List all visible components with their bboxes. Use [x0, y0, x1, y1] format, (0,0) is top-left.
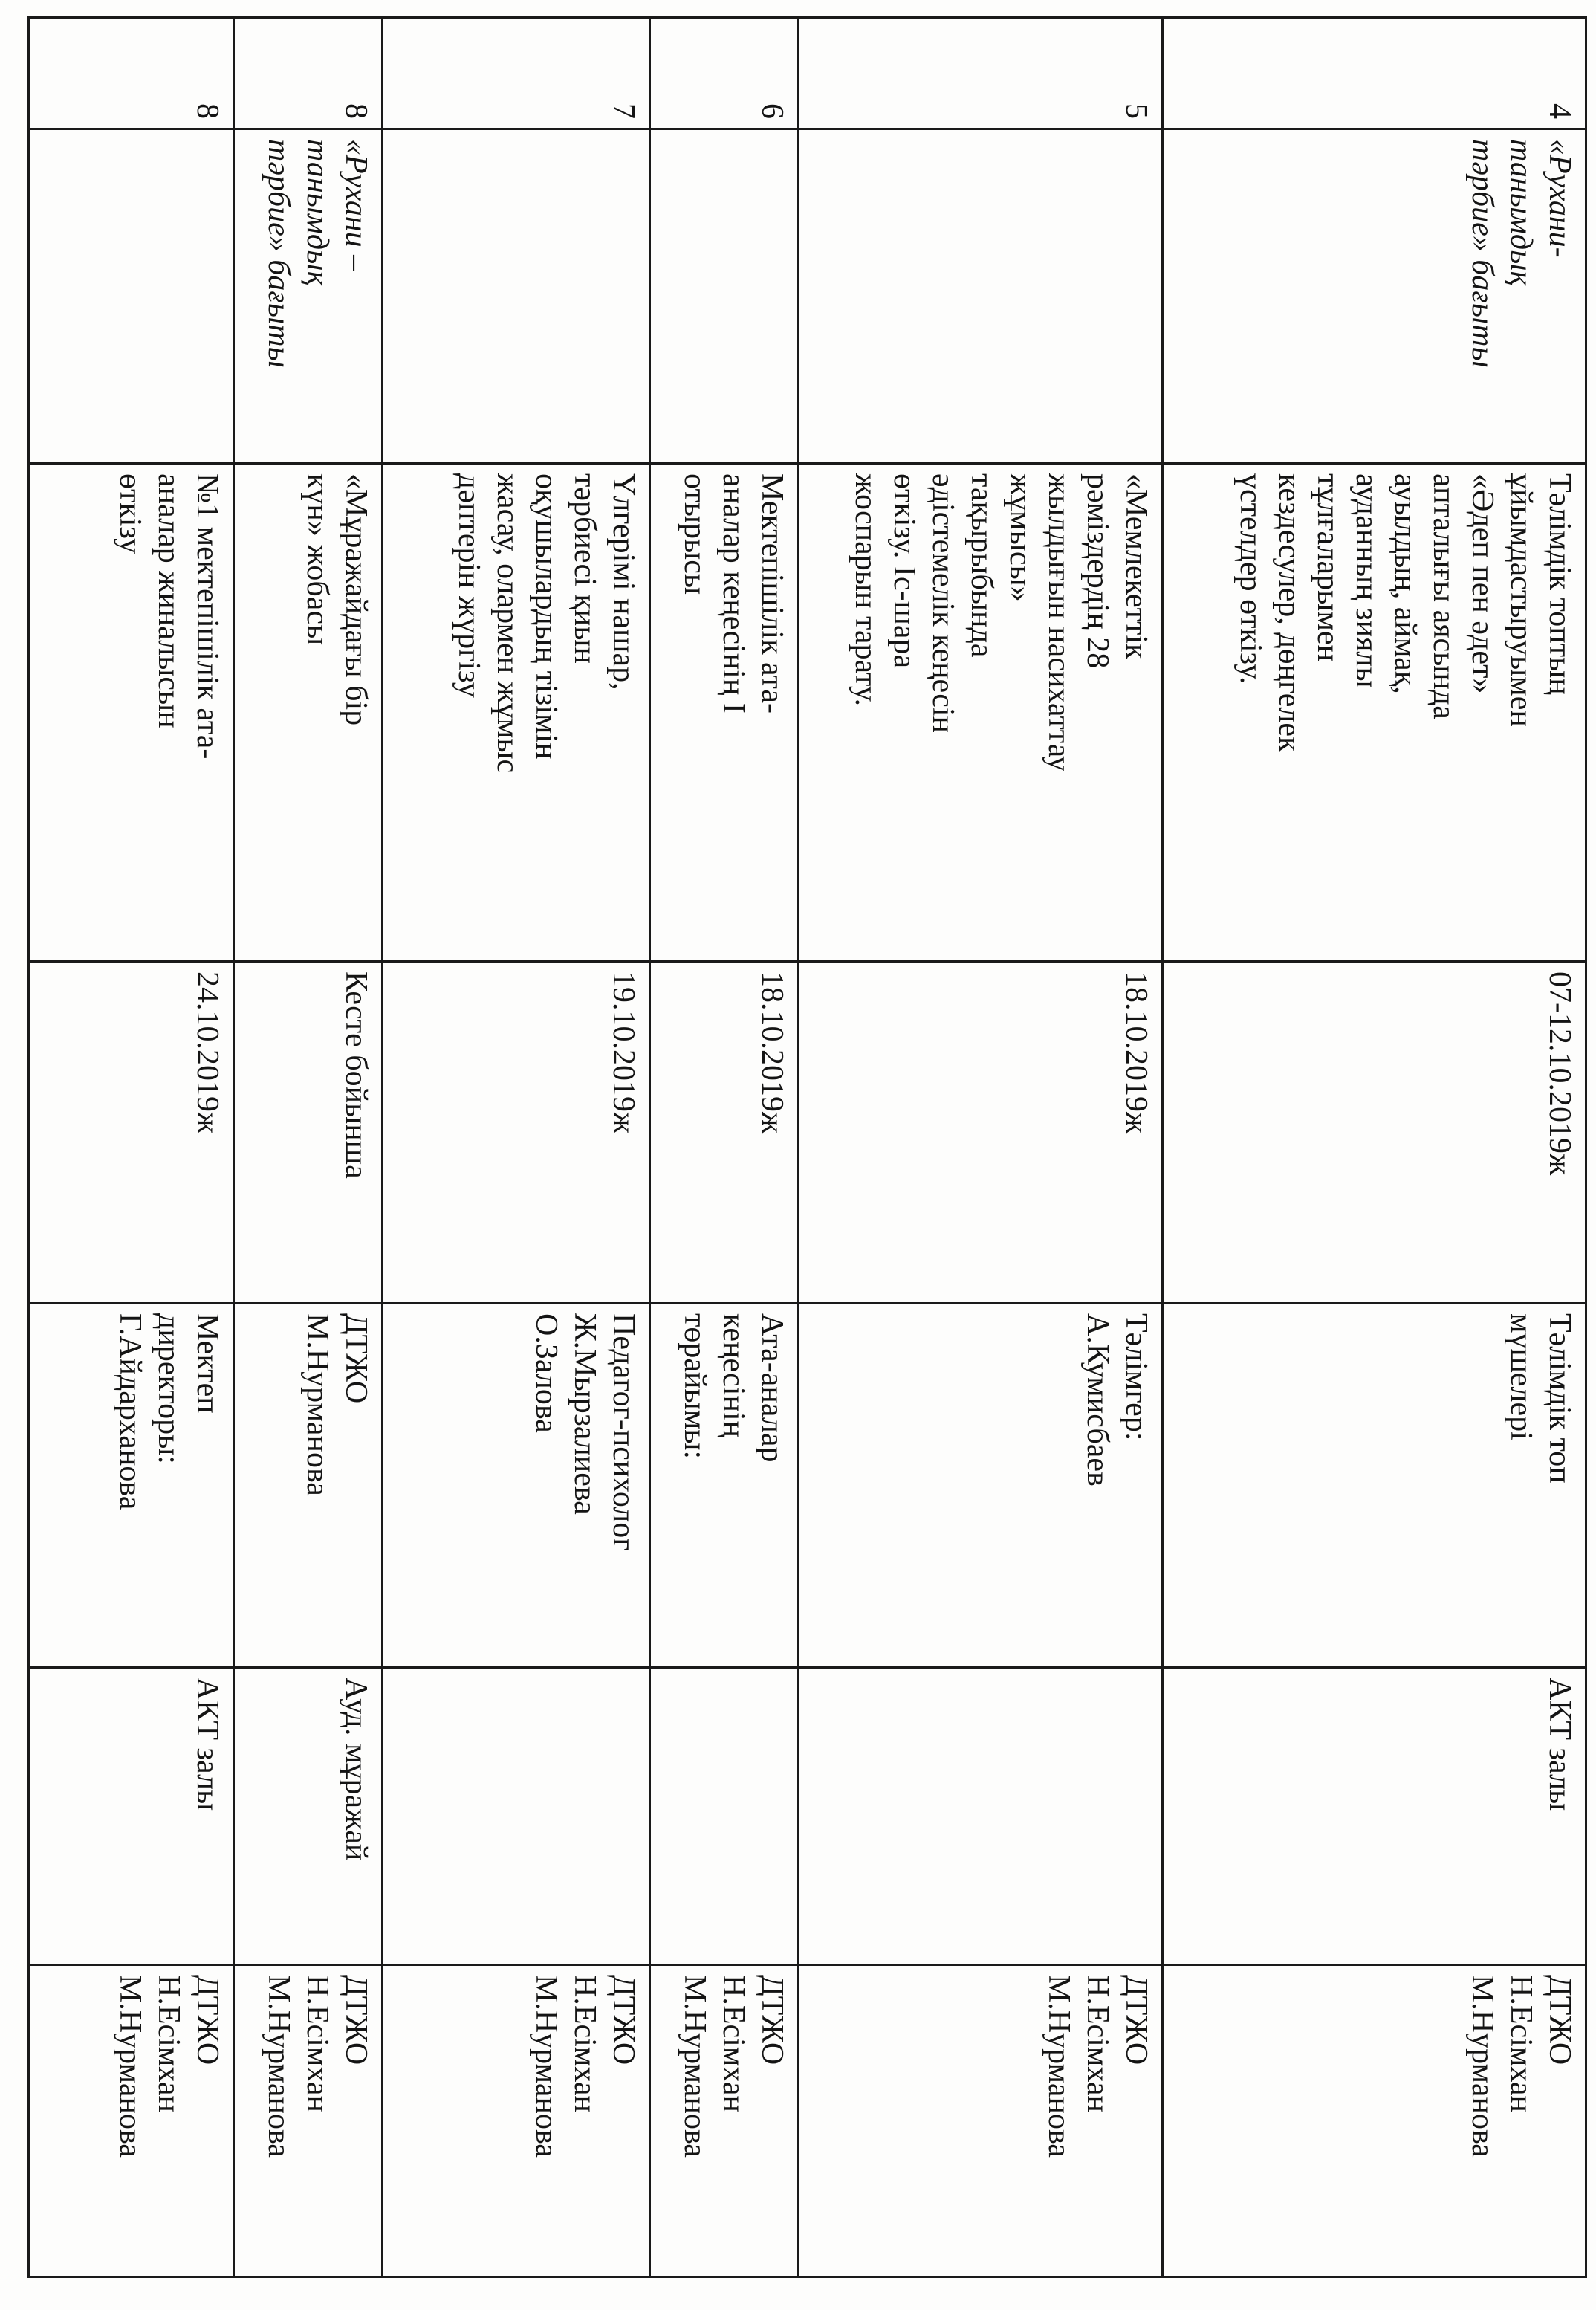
control-cell: ДТЖО Н.Есімхан М.Нурманова: [234, 1965, 383, 2277]
responsible-cell: Тәлімдік топ мүшелері: [1163, 1304, 1586, 1668]
responsible-cell: Педагог-психолог Ж.Мырзалиева О.Залова: [383, 1304, 650, 1668]
direction-cell: [29, 129, 234, 464]
date-cell: 24.10.2019ж: [29, 962, 234, 1304]
table-row: [234, 18, 383, 2277]
responsible-cell: Тәлімгер: А.Кумисбаев: [799, 1304, 1163, 1668]
direction-cell: [799, 129, 1163, 464]
responsible-cell: ДТЖО М.Нурманова: [234, 1304, 383, 1668]
event-cell: №1 мектепішілік ата- аналар жиналысын өткізу: [29, 464, 234, 962]
date-cell: 07-12.10.2019ж: [1163, 962, 1586, 1304]
place-cell: [650, 1668, 799, 1965]
table-row: [383, 18, 650, 2277]
date-cell: 19.10.2019ж: [383, 962, 650, 1304]
direction-cell: [650, 129, 799, 464]
table-row: [799, 18, 1163, 2277]
control-cell: ДТЖО Н.Есімхан М.Нурманова: [1163, 1965, 1586, 2277]
place-cell: Ауд. мұражай: [234, 1668, 383, 1965]
event-cell: «Мемлекеттік рәміздердің 28 жылдығын насихаттау жұмысы» тақырыбында әдістемелік кеңесін өткізу. Іс-шара жоспарын тарату.: [799, 464, 1163, 962]
table-row: [29, 18, 234, 2277]
direction-cell: [383, 129, 650, 464]
event-cell: Мектепішілік ата- аналар кеңесінің І отырысы: [650, 464, 799, 962]
place-cell: [799, 1668, 1163, 1965]
control-cell: ДТЖО Н.Есімхан М.Нурманова: [29, 1965, 234, 2277]
row-number: 4: [1163, 18, 1586, 129]
table-row: [650, 18, 799, 2277]
row-number: 8: [234, 18, 383, 129]
event-cell: Үлгерімі нашар, тәрбиесі қиын оқушылардың тізімін жасау, олармен жұмыс дәптерін жүргізу: [383, 464, 650, 962]
event-cell: Тәлімдік топтың ұйымдастыруымен «Әдеп пен әдет» апталығы аясында ауылдың, аймақ, ауданның зиялы тұлғаларымен кездесулер, дөңгелек үстелдер өткізу.: [1163, 464, 1586, 962]
responsible-cell: Ата-аналар кеңесінің төрайымы:: [650, 1304, 799, 1668]
direction-cell: «Рухани- танымдық тәрбие» бағыты: [1163, 129, 1586, 464]
place-cell: АКТ залы: [1163, 1668, 1586, 1965]
direction-cell: «Рухани – танымдық тәрбие» бағыты: [234, 129, 383, 464]
date-cell: 18.10.2019ж: [799, 962, 1163, 1304]
table-row: [1163, 18, 1586, 2277]
row-number: 7: [383, 18, 650, 129]
responsible-cell: Мектеп директоры: Г.Айдарханова: [29, 1304, 234, 1668]
row-number: 6: [650, 18, 799, 129]
control-cell: ДТЖО Н.Есімхан М.Нурманова: [799, 1965, 1163, 2277]
place-cell: АКТ залы: [29, 1668, 234, 1965]
place-cell: [383, 1668, 650, 1965]
event-cell: «Мұражайдағы бір күн» жобасы: [234, 464, 383, 962]
row-number: 5: [799, 18, 1163, 129]
row-number: 8: [29, 18, 234, 129]
control-cell: ДТЖО Н.Есімхан М.Нурманова: [383, 1965, 650, 2277]
control-cell: ДТЖО Н.Есімхан М.Нурманова: [650, 1965, 799, 2277]
event-plan-table: [27, 16, 1587, 2278]
date-cell: 18.10.2019ж: [650, 962, 799, 1304]
rotated-table-container: [30, 16, 1587, 2276]
date-cell: Кесте бойынша: [234, 962, 383, 1304]
